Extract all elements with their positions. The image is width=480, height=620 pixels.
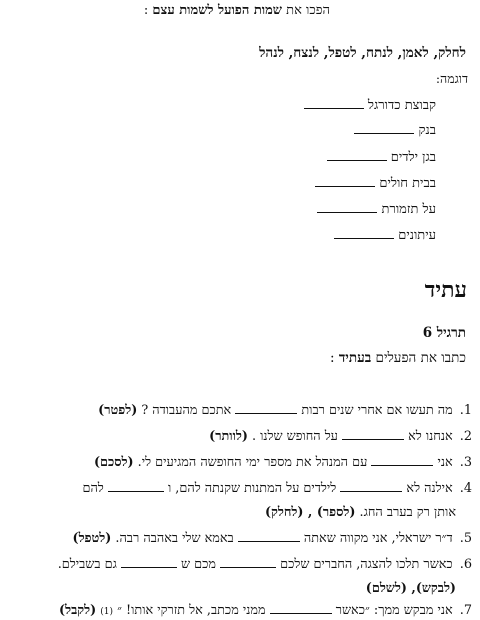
- example-row: [350, 122, 436, 138]
- example-row: [311, 175, 436, 191]
- answer-blank[interactable]: [220, 557, 276, 568]
- question-text: מכם ש: [180, 557, 216, 572]
- question-text: על החופש שלנו .: [251, 429, 338, 444]
- exercise-instruction: [330, 350, 466, 366]
- instruction-prefix: הפכו את: [286, 3, 330, 18]
- question-text: ממני מכתב, אל תזרקי אותו! ״: [117, 603, 266, 618]
- answer-blank[interactable]: [238, 531, 300, 542]
- answer-blank[interactable]: [121, 557, 177, 568]
- question-text: להם: [82, 481, 104, 496]
- question-number: 7.: [459, 603, 472, 618]
- answer-blank[interactable]: [304, 98, 364, 109]
- example-row-text: עיתונים: [398, 228, 436, 243]
- question-3: [94, 455, 472, 470]
- question-number: 3.: [459, 455, 472, 470]
- question-text: עם המנהל את מספר ימי החופשה המגיעים לי.: [137, 455, 368, 470]
- example-row: [323, 149, 436, 165]
- exercise-title: תרגיל 6: [422, 325, 466, 341]
- answer-blank[interactable]: [108, 481, 164, 492]
- question-text: באמא שלי באהבה רבה.: [115, 531, 234, 546]
- verb-hint: (לוותר): [209, 429, 248, 444]
- answer-blank[interactable]: [270, 603, 332, 614]
- example-row-text: קבוצת כדורגל: [367, 98, 436, 113]
- answer-blank[interactable]: [235, 403, 297, 414]
- instruction-suffix: :: [143, 3, 149, 18]
- example-row-text: בבית חולים: [379, 176, 436, 191]
- instruction-prefix: כתבו את הפעלים: [375, 350, 466, 366]
- answer-blank[interactable]: [315, 176, 375, 187]
- example-row: [300, 97, 436, 113]
- question-number: 4.: [459, 481, 472, 496]
- answer-blank[interactable]: [371, 455, 433, 466]
- section1-instruction: [144, 2, 330, 18]
- instruction-bold: בעתיד: [338, 350, 372, 366]
- question-text: אותן רק בערב החג.: [359, 505, 456, 520]
- verb-hint: (לקבל): [59, 603, 97, 618]
- example-row-text: על תזמורת: [381, 202, 436, 217]
- answer-blank[interactable]: [340, 481, 402, 492]
- verb-hint: (לסכם): [93, 455, 134, 470]
- question-6: [58, 557, 472, 572]
- question-2: [209, 429, 472, 444]
- instruction-suffix: :: [329, 350, 335, 366]
- question-number: 2.: [459, 429, 472, 444]
- question-number: 5.: [459, 531, 472, 546]
- question-text: אני: [437, 455, 453, 470]
- question-text: כאשר תלכו להצגה, החברים שלכם: [280, 557, 453, 572]
- question-text: אנחנו לא: [408, 429, 453, 444]
- verb-hint: (לבקש), (לשלם): [365, 581, 456, 596]
- verb-hint: (לספר) , (לחלק): [264, 505, 356, 520]
- question-text: מה תעשו אם אחרי שנים רבות: [301, 403, 453, 418]
- answer-blank[interactable]: [334, 228, 394, 239]
- question-4-line-2: [265, 505, 456, 520]
- question-text: לילדים על המתנות שקנתה להם, ו: [167, 481, 337, 496]
- example-row: [313, 201, 436, 217]
- answer-blank[interactable]: [354, 123, 414, 134]
- question-5: [73, 531, 472, 546]
- question-number: 1.: [459, 403, 472, 418]
- question-text: אני מבקש ממך: ״כאשר: [335, 603, 453, 618]
- footnote-marker: (1): [100, 607, 113, 617]
- question-4: [82, 481, 472, 496]
- answer-blank[interactable]: [342, 429, 404, 440]
- example-row-text: בנק: [418, 123, 436, 138]
- verb-hint: (לטפל): [72, 531, 112, 546]
- instruction-bold: שמות הפועל לשמות עצם: [152, 3, 283, 18]
- question-6-line-2: [366, 581, 456, 596]
- answer-blank[interactable]: [317, 202, 377, 213]
- example-label: דוגמה:: [435, 71, 468, 86]
- question-text: ד״ר ישראלי, אני מקווה שאתה: [303, 531, 453, 546]
- question-1: [98, 403, 472, 418]
- example-row-text: בגן ילדים: [390, 150, 436, 165]
- example-row: [330, 227, 436, 243]
- verb-hint: (לפטר): [98, 403, 138, 418]
- section-heading: עתיד: [424, 277, 467, 303]
- question-number: 6.: [459, 557, 472, 572]
- question-text: אתכם מהעבודה ?: [141, 403, 232, 418]
- question-text: אילנה לא: [406, 481, 453, 496]
- question-text: גם בשבילם.: [57, 557, 117, 572]
- verbs-line: לחלק, לאמן, לנתח, לטפל, לנצח, לנהל: [259, 45, 466, 61]
- answer-blank[interactable]: [327, 150, 387, 161]
- question-7: [59, 603, 472, 618]
